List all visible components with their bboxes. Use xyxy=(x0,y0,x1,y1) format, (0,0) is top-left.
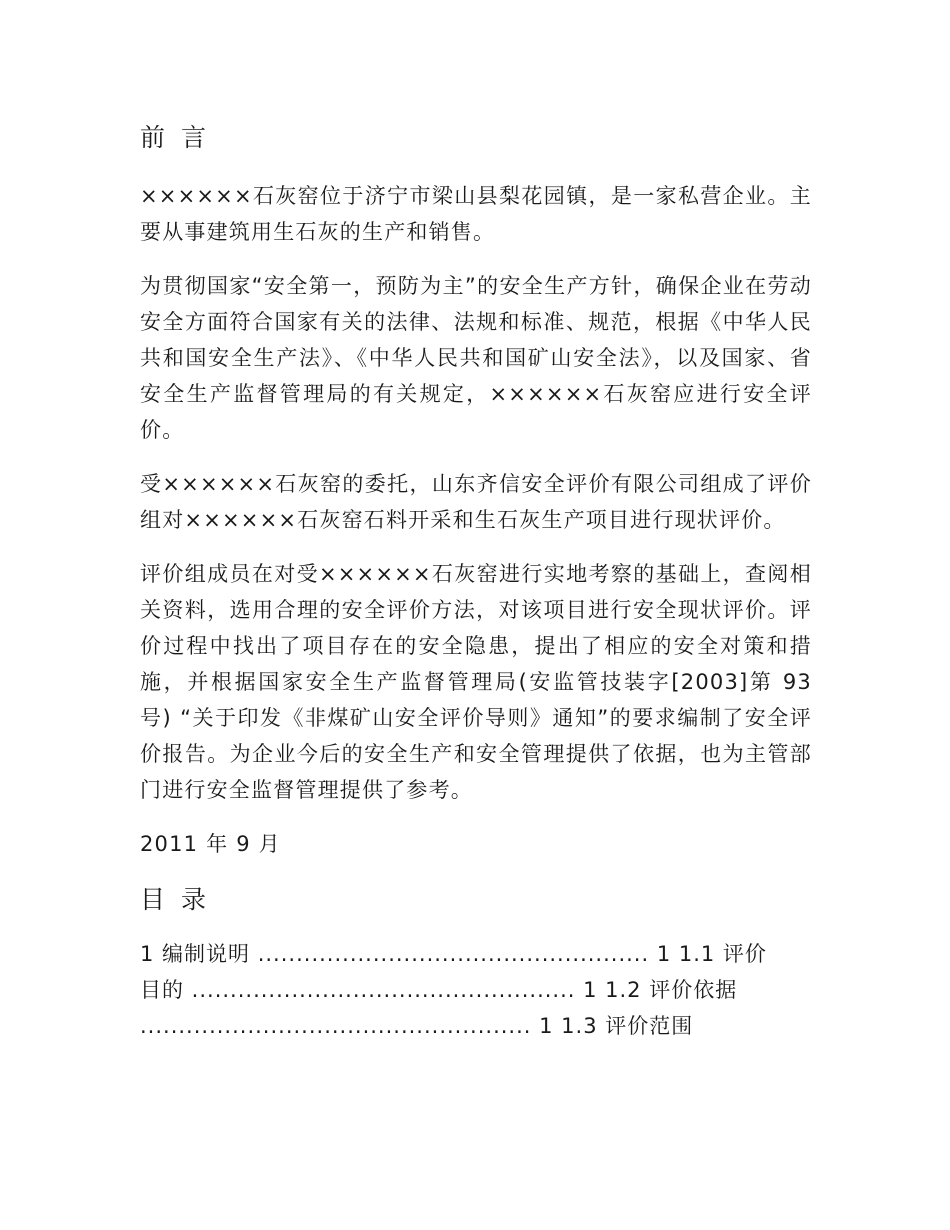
toc-line-3[interactable]: ................................................... 1 1.3 评价范围 xyxy=(140,1014,694,1038)
preface-paragraph-3: 受××××××石灰窑的委托，山东齐信安全评价有限公司组成了评价组对××××××石灰窑石料开采和生石灰生产项目进行现状评价。 xyxy=(140,472,812,532)
preface-paragraph-1: ××××××石灰窑位于济宁市梁山县梨花园镇，是一家私营企业。主要从事建筑用生石灰的生产和销售。 xyxy=(140,184,812,244)
preface-paragraph-4: 评价组成员在对受××××××石灰窑进行实地考察的基础上，查阅相关资料，选用合理的安全评价方法，对该项目进行安全现状评价。评价过程中找出了项目存在的安全隐患，提出了相应的安全对策和措施，并根据国家安全生产监督管理局(安监管技装字[2003]第 93 号) “关于印发《非煤矿山安全评价导则》通知”的要求编制了安全评价报告。为企业今后的安全生产和安全管理提供了依据，也为主管部门进行安全监督管理提供了参考。 xyxy=(140,562,812,802)
toc-line-2[interactable]: 目的 .................................................. 1 1.2 评价依据 xyxy=(140,978,738,1002)
preface-heading: 前 言 xyxy=(140,123,210,152)
preface-paragraph-2: 为贯彻国家“安全第一，预防为主”的安全生产方针，确保企业在劳动安全方面符合国家有关的法律、法规和标准、规范，根据《中华人民共和国安全生产法》、《中华人民共和国矿山安全法》，以及国家、省安全生产监督管理局的有关规定，××××××石灰窑应进行安全评价。 xyxy=(140,274,812,442)
document-page xyxy=(140,118,812,1044)
toc-line-1[interactable]: 1 编制说明 ................................................... 1 1.1 评价 xyxy=(140,942,767,966)
toc-heading: 目 录 xyxy=(140,885,210,914)
preface-date: 2011 年 9 月 xyxy=(140,832,281,856)
table-of-contents xyxy=(140,936,812,1044)
